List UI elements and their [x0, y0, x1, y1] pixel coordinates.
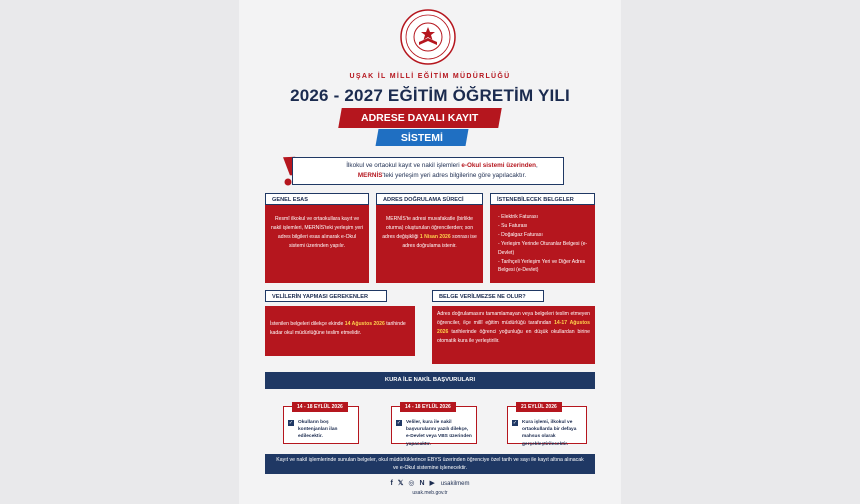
step-text: Okulların boş kontenjanları ilan edilecektir. [298, 420, 338, 440]
card-title: İSTENEBİLECEK BELGELER [490, 193, 595, 205]
notice-text-2: 'teki yerleşim yeri adres bilgilerine göre yapılacaktır. [382, 171, 527, 179]
check-icon: ✓ [288, 420, 294, 426]
page-title: 2026 - 2027 EĞİTİM ÖĞRETİM YILI [290, 86, 570, 105]
card-adres-dogrulama [376, 193, 483, 283]
website-url[interactable]: usak.meb.gov.tr [412, 490, 448, 496]
kura-section-title: KURA İLE NAKİL BAŞVURULARI [265, 372, 595, 389]
step-date: 21 EYLÜL 2026 [516, 402, 562, 412]
list-item: - Yerleşim Yerinde Oturanlar Belgesi (e-Devlet) [498, 240, 588, 256]
check-icon: ✓ [396, 420, 402, 426]
announcement-poster [239, 0, 621, 504]
card-belgeler [490, 193, 595, 283]
meb-logo-icon [399, 8, 457, 66]
card-text: İstenilen belgeleri dilekçe ekinde [270, 321, 345, 327]
notice-text-1: İlkokul ve ortaokul kayıt ve nakil işlemleri [346, 162, 462, 169]
card-belge-verilmezse [432, 290, 595, 364]
step-date: 14 - 18 EYLÜL 2026 [292, 402, 348, 412]
card-date: 14-17 Ağustos 2026 [437, 319, 590, 335]
youtube-icon[interactable]: ▶ [429, 480, 435, 487]
kura-step-2 [391, 404, 477, 447]
card-title: GENEL ESAS [265, 193, 369, 205]
card-body [376, 205, 483, 283]
card-body [265, 306, 415, 356]
card-text: Adres doğrulamasını tamamlamayan veya belgeleri teslim etmeyen öğrenciler, ilçe millî eğitim müdürlüğü tarafından [437, 311, 590, 326]
subtitle-line-1: ADRESE DAYALI KAYIT [361, 112, 479, 124]
kura-step-1 [283, 406, 359, 444]
card-text: tarihinde kadar okul müdürlüğüne teslim etmelidir. [270, 321, 406, 336]
x-icon[interactable]: 𝕏 [397, 480, 404, 487]
subtitle-banner-2 [376, 129, 469, 146]
list-item: - Elektrik Faturası [498, 214, 538, 220]
step-text: Kura işlemi, ilkokul ve ortaokullarda bir defaya mahsus olarak gerçekleştirilecektir. [522, 420, 577, 447]
document-list [498, 213, 590, 275]
check-icon: ✓ [512, 420, 518, 426]
card-title: VELİLERİN YAPMASI GEREKENLER [265, 290, 387, 302]
card-title: BELGE VERİLMEZSE NE OLUR? [432, 290, 544, 302]
social-links [239, 479, 621, 487]
list-item: - Su Faturası [498, 222, 528, 229]
notice-text-1-end: , [535, 162, 538, 169]
card-text: sonrası ise adres doğrulama istenir. [402, 233, 477, 249]
card-body: Resmî ilkokul ve ortaokullara kayıt ve nakil işlemleri, MERNİS'teki yerleşim yeri adres bilgileri esas alınarak e-Okul sistemi üzerinden yapılır. [265, 205, 369, 283]
card-genel-esas [265, 193, 369, 283]
card-body [490, 205, 595, 283]
list-item: - Doğalgaz Faturası [498, 231, 543, 238]
nsosyal-icon[interactable]: N [419, 480, 425, 487]
subtitle-banner-1 [338, 108, 502, 128]
card-veliler [265, 290, 415, 356]
notice-box [292, 157, 564, 185]
subtitle-line-2: SİSTEMİ [400, 131, 443, 144]
instagram-icon[interactable]: ◎ [408, 480, 415, 487]
social-handle: usakilmem [440, 481, 470, 487]
notice-highlight-1: e-Okul sistemi üzerinden [461, 162, 536, 169]
kura-step-3 [507, 404, 587, 447]
organization-name: UŞAK İL MİLLİ EĞİTİM MÜDÜRLÜĞÜ [349, 73, 511, 80]
notice-highlight-2: MERNİS [357, 171, 383, 179]
step-text: Veliler, kura ile nakil başvurularını yazılı dilekçe, e-Devlet veya VBS üzerinden yapacaktır. [406, 420, 472, 447]
card-date: 14 Ağustos 2026 [344, 321, 385, 327]
card-date: 1 Nisan 2026 [419, 233, 451, 240]
list-item: - Tarihçeli Yerleşim Yeri ve Diğer Adres Belgesi (e-Devlet) [498, 258, 586, 274]
step-date: 14 - 18 EYLÜL 2026 [400, 402, 456, 412]
facebook-icon[interactable]: f [390, 480, 393, 487]
footer-note: Kayıt ve nakil işlemlerinde sunulan belgeler, okul müdürlüklerince EBYS üzerinden öğrenciye özel tarih ve sayı ile kayıt altına alınacak ve e-Okul sistemine işlenecektir. [265, 454, 595, 474]
card-text: MERNİS'te adresi muvafakatle (birlikte oturma) oluşturulan öğrencilerden; son adres değişikliği [382, 216, 474, 240]
card-text: tarihlerinde öğrenci yoğunluğu en düşük okullardan birine otomatik kura ile yerleştirilir. [437, 328, 590, 344]
card-title: ADRES DOĞRULAMA SÜRECİ [376, 193, 483, 205]
card-body [432, 306, 595, 364]
